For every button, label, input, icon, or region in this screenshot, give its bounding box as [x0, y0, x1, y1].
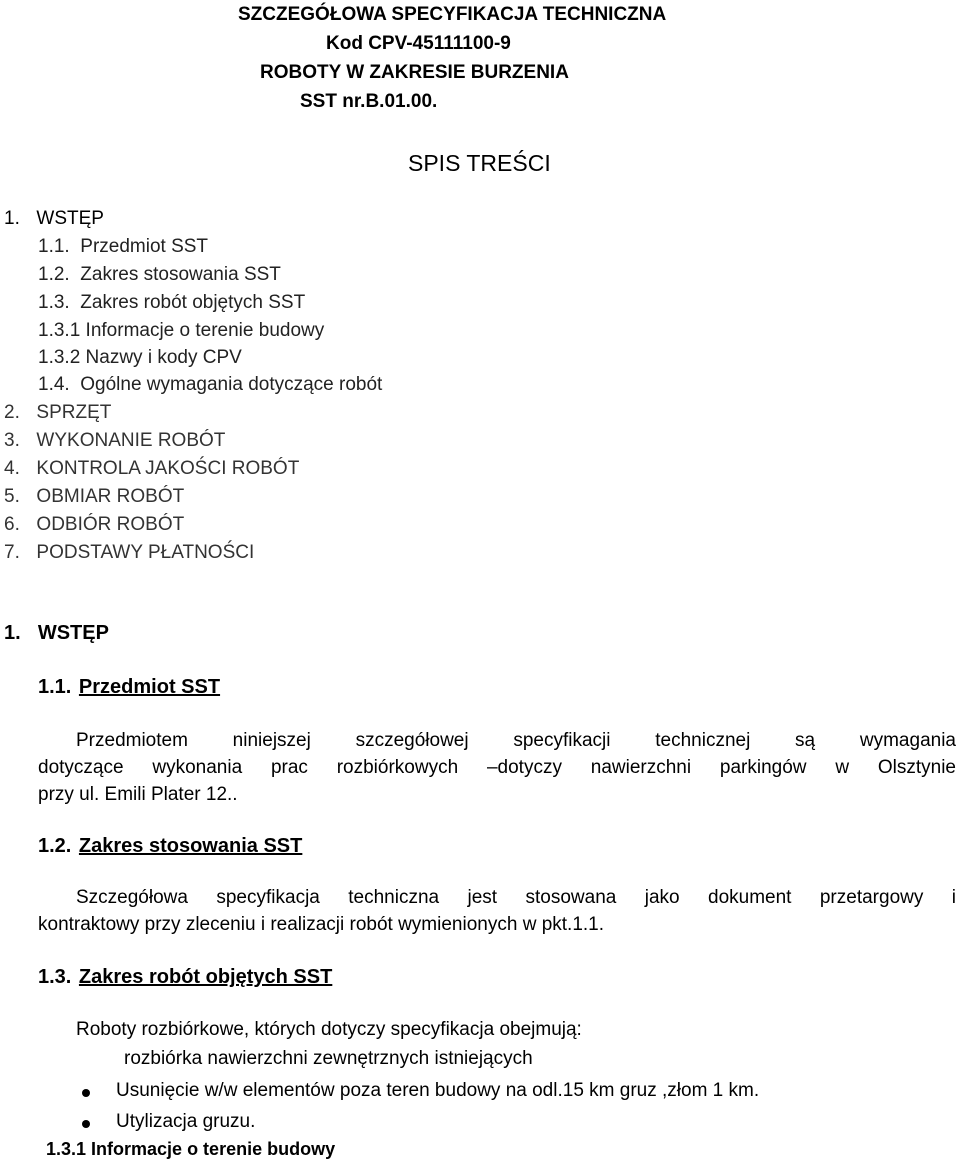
- toc-item-label: Zakres stosowania SST: [80, 264, 281, 285]
- toc-item-label: Informacje o terenie budowy: [85, 320, 325, 341]
- toc-item-label: Nazwy i kody CPV: [85, 347, 242, 368]
- toc-item-number: 5.: [4, 486, 20, 507]
- paragraph-line: przy ul. Emili Plater 12..: [38, 784, 238, 805]
- toc-item-label: Zakres robót objętych SST: [80, 292, 306, 313]
- toc-item-number: 6.: [4, 514, 20, 535]
- toc-item[interactable]: [38, 292, 305, 314]
- paragraph-line: Szczegółowa specyfikacja techniczna jest stosowana jako dokument przetargowy i: [76, 887, 956, 908]
- subsection-number: 1.2.: [38, 835, 72, 857]
- subsection-heading: [38, 835, 302, 858]
- toc-item-label: WYKONANIE ROBÓT: [36, 430, 226, 451]
- toc-item[interactable]: [4, 430, 225, 452]
- toc-title: SPIS TREŚCI: [408, 150, 551, 176]
- section-heading: [4, 622, 109, 645]
- toc-item-number: 1.: [4, 208, 20, 229]
- subsection-heading: [38, 966, 332, 989]
- doc-title-scope: ROBOTY W ZAKRESIE BURZENIA: [260, 62, 569, 83]
- bullet-icon: [82, 1120, 90, 1128]
- toc-item-number: 3.: [4, 430, 20, 451]
- toc-item[interactable]: [4, 208, 104, 230]
- subsection-number: 1.3.: [38, 966, 72, 988]
- bullet-icon: [82, 1089, 90, 1097]
- section-number: 1.: [4, 622, 21, 644]
- toc-item-number: 7.: [4, 542, 20, 563]
- toc-item[interactable]: [38, 236, 208, 258]
- paragraph-line: Roboty rozbiórkowe, których dotyczy specyfikacja obejmują:: [76, 1019, 582, 1040]
- toc-item-number: 1.3.1: [38, 320, 81, 341]
- paragraph-line: Przedmiotem niniejszej szczegółowej specyfikacji technicznej są wymagania: [76, 730, 956, 751]
- toc-item-label: OBMIAR ROBÓT: [36, 486, 185, 507]
- toc-item-number: 1.3.2: [38, 347, 81, 368]
- subsection-title: Przedmiot SST: [78, 676, 221, 698]
- subsection-title: Zakres stosowania SST: [78, 835, 303, 857]
- toc-item[interactable]: [38, 264, 281, 286]
- toc-item-label: WSTĘP: [36, 208, 104, 229]
- paragraph-line: dotyczące wykonania prac rozbiórkowych –dotyczy nawierzchni parkingów w Olsztynie: [38, 757, 956, 778]
- subsection-heading: [38, 676, 220, 699]
- toc-item-number: 4.: [4, 458, 20, 479]
- doc-title-sst-number: SST nr.B.01.00.: [300, 91, 438, 112]
- subsection-number: 1.1.: [38, 676, 72, 698]
- toc-item[interactable]: [4, 458, 299, 480]
- toc-item[interactable]: [38, 374, 382, 396]
- toc-item-label: PODSTAWY PŁATNOŚCI: [36, 542, 255, 563]
- toc-item-number: 1.2.: [38, 264, 70, 285]
- toc-item[interactable]: [38, 347, 242, 369]
- list-item: Usunięcie w/w elementów poza teren budowy na odl.15 km gruz ,złom 1 km.: [116, 1080, 760, 1101]
- subsection-title: Zakres robót objętych SST: [78, 966, 333, 988]
- toc-item-label: SPRZĘT: [36, 402, 112, 423]
- list-item: rozbiórka nawierzchni zewnętrznych istniejących: [124, 1048, 533, 1069]
- subsection-heading: 1.3.1 Informacje o terenie budowy: [46, 1139, 336, 1159]
- toc-item[interactable]: [4, 514, 184, 536]
- toc-item-label: Ogólne wymagania dotyczące robót: [80, 374, 383, 395]
- doc-title-line1: SZCZEGÓŁOWA SPECYFIKACJA TECHNICZNA: [238, 4, 667, 25]
- toc-item[interactable]: [4, 542, 254, 564]
- toc-item-number: 1.3.: [38, 292, 70, 313]
- toc-item-label: KONTROLA JAKOŚCI ROBÓT: [36, 458, 300, 479]
- toc-item-label: ODBIÓR ROBÓT: [36, 514, 185, 535]
- section-title: WSTĘP: [37, 622, 109, 644]
- toc-item[interactable]: [4, 402, 111, 424]
- toc-item[interactable]: [38, 320, 324, 342]
- paragraph-line: kontraktowy przy zleceniu i realizacji robót wymienionych w pkt.1.1.: [38, 914, 605, 935]
- toc-item[interactable]: [4, 486, 184, 508]
- toc-item-number: 1.4.: [38, 374, 70, 395]
- toc-item-label: Przedmiot SST: [80, 236, 209, 257]
- list-item: Utylizacja gruzu.: [116, 1111, 256, 1132]
- toc-item-number: 2.: [4, 402, 20, 423]
- toc-item-number: 1.1.: [38, 236, 70, 257]
- doc-title-cpv: Kod CPV-45111100-9: [326, 33, 511, 54]
